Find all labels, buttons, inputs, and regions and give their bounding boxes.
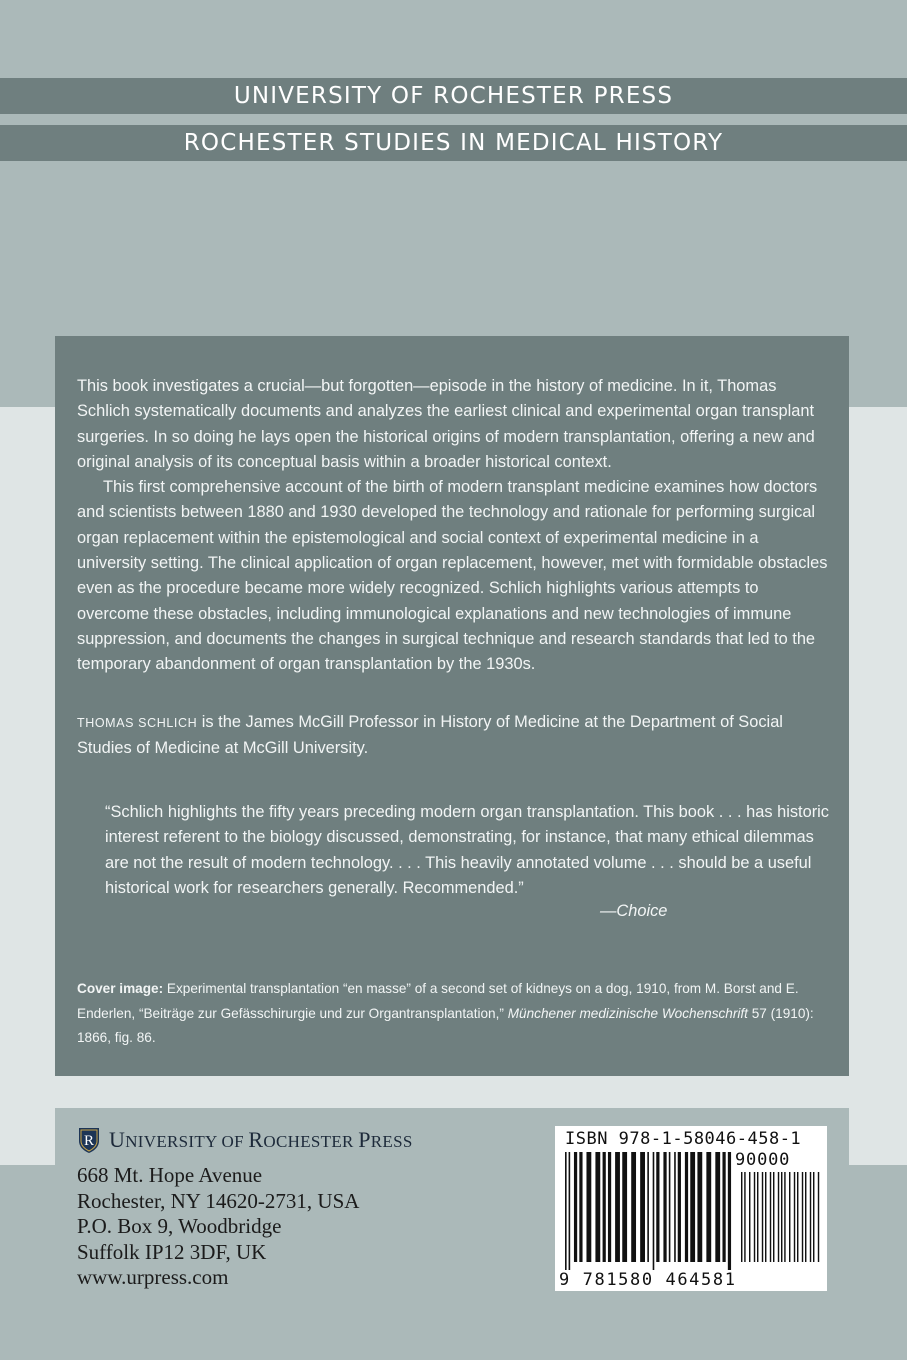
barcode-bar <box>663 1152 666 1262</box>
barcode-bar <box>697 1152 702 1262</box>
barcode-bar <box>579 1152 582 1262</box>
author-bio <box>77 710 837 762</box>
website-link[interactable]: www.urpress.com <box>77 1265 229 1289</box>
blurb-paragraph-2: This first comprehensive account of the birth of modern transplant medicine examines how doctors and scientists between 1880 and 1930 developed the technology and rationale for performing surgical organ replacement within the epistemological and social context of experimental medicine in a university setting. The clinical application of organ replacement, however, met with formidable obstacles even as the procedure became more widely recognized. Schlich highlights various attempts to overcome these obstacles, including immunological explanations and new technologies of immune suppression, and documents the changes in surgical technique and research standards that led to the temporary abandonment of organ transplantation by the 1930s. <box>77 478 828 674</box>
barcode-bar <box>569 1152 571 1270</box>
publisher-logo <box>77 1126 413 1154</box>
barcode-bar <box>778 1172 779 1262</box>
barcode-bar <box>622 1152 627 1262</box>
barcode-bar <box>615 1152 620 1262</box>
barcode-bar <box>773 1172 774 1262</box>
barcode-bar <box>690 1152 695 1262</box>
author-name: THOMAS SCHLICH <box>77 716 198 730</box>
barcode-bar <box>802 1172 803 1262</box>
barcode-bar <box>603 1152 606 1262</box>
isbn-barcode <box>555 1126 827 1291</box>
barcode-bar <box>669 1152 671 1262</box>
blurb-paragraph-1: This book investigates a crucial—but forgotten—episode in the history of medicine. In it, Thomas Schlich systematically documents and analyzes the earliest clinical and experimental organ transplant surgeries. In so doing he lays open the historical origins of modern transplantation, offering a new and original analysis of its conceptual basis within a broader historical context. <box>77 377 815 471</box>
barcode-bar <box>818 1172 819 1262</box>
barcode-bar <box>805 1172 806 1262</box>
shield-r-icon <box>77 1126 101 1154</box>
barcode-bar <box>762 1172 763 1262</box>
barcode-bar <box>784 1172 785 1262</box>
publisher-banner: UNIVERSITY OF ROCHESTER PRESS <box>0 78 907 114</box>
price-code: 90000 <box>735 1150 791 1170</box>
barcode-bar <box>757 1172 758 1262</box>
addon-barcode-bars <box>741 1172 821 1270</box>
barcode-bar <box>586 1152 591 1262</box>
series-banner: ROCHESTER STUDIES IN MEDICAL HISTORY <box>0 125 907 161</box>
cover-credit-label: Cover image: <box>77 981 164 996</box>
barcode-bar <box>715 1152 720 1262</box>
address-line: Suffolk IP12 3DF, UK <box>77 1239 267 1264</box>
barcode-bar <box>770 1172 771 1262</box>
review-quote: “Schlich highlights the fifty years preceding modern organ transplantation. This book . . . has historic interest referent to the biology discussed, demonstrating, for instance, that many ethical dilemmas are not the result of modern technology. . . . This heavily annotated volume . . . should be a useful historical work for researchers generally. Recommended.” <box>105 803 829 897</box>
barcode-bar <box>565 1152 567 1270</box>
barcode-bar <box>722 1152 725 1262</box>
barcode-bar <box>656 1152 659 1262</box>
barcode-bar <box>741 1172 742 1262</box>
review-source: —Choice <box>600 902 668 920</box>
barcode-bar <box>749 1172 750 1262</box>
book-blurb <box>77 374 829 678</box>
address-line: Rochester, NY 14620-2731, USA <box>77 1188 360 1213</box>
description-panel <box>55 336 849 1076</box>
cover-credit-text: Experimental transplantation “en masse” of a second set of kidneys on a dog, 1910, from M. Borst and E. Enderlen, “Beiträge zur Gefässchirurgie und zur Organtransplantation,” <box>77 981 799 1021</box>
barcode-bar <box>640 1152 645 1262</box>
barcode-bar <box>631 1152 636 1262</box>
barcode-bar <box>685 1152 688 1262</box>
address-line: P.O. Box 9, Woodbridge <box>77 1214 282 1238</box>
barcode-bar <box>794 1172 795 1262</box>
address-line: 668 Mt. Hope Avenue <box>77 1163 263 1187</box>
barcode-bar <box>813 1172 814 1262</box>
cover-credit <box>77 977 829 1051</box>
author-bio-text: is the James McGill Professor in History of Medicine at the Department of Social Studies of Medicine at McGill University. <box>77 713 783 758</box>
barcode-bar <box>608 1152 611 1262</box>
barcode-bar <box>744 1172 745 1262</box>
barcode-bar <box>678 1152 681 1262</box>
ean-barcode-bars <box>565 1152 735 1270</box>
barcode-bar <box>789 1172 790 1262</box>
barcode-bar <box>674 1152 676 1262</box>
barcode-bar <box>706 1152 711 1262</box>
barcode-bar <box>797 1172 798 1262</box>
barcode-bar <box>728 1152 731 1270</box>
barcode-bar <box>574 1152 577 1262</box>
barcode-bar <box>781 1172 782 1262</box>
barcode-bar <box>647 1152 649 1262</box>
publisher-address <box>77 1163 359 1291</box>
cover-credit-journal: Münchener medizinische Wochenschrift <box>507 1005 748 1021</box>
isbn-label: ISBN 978-1-58046-458-1 <box>565 1129 802 1149</box>
ean-digits: 9 781580 464581 <box>559 1270 737 1290</box>
publisher-name: UNIVERSITY OF ROCHESTER PRESS <box>109 1127 413 1152</box>
footer <box>55 1108 849 1360</box>
barcode-bar <box>765 1172 766 1262</box>
cover-credit-citation: 57 (1910): 1866, fig. 86. <box>77 1005 814 1045</box>
svg-text:R: R <box>83 1133 95 1149</box>
barcode-bar <box>653 1152 655 1270</box>
barcode-bar <box>754 1172 755 1262</box>
barcode-bar <box>810 1172 811 1262</box>
barcode-bar <box>595 1152 600 1262</box>
